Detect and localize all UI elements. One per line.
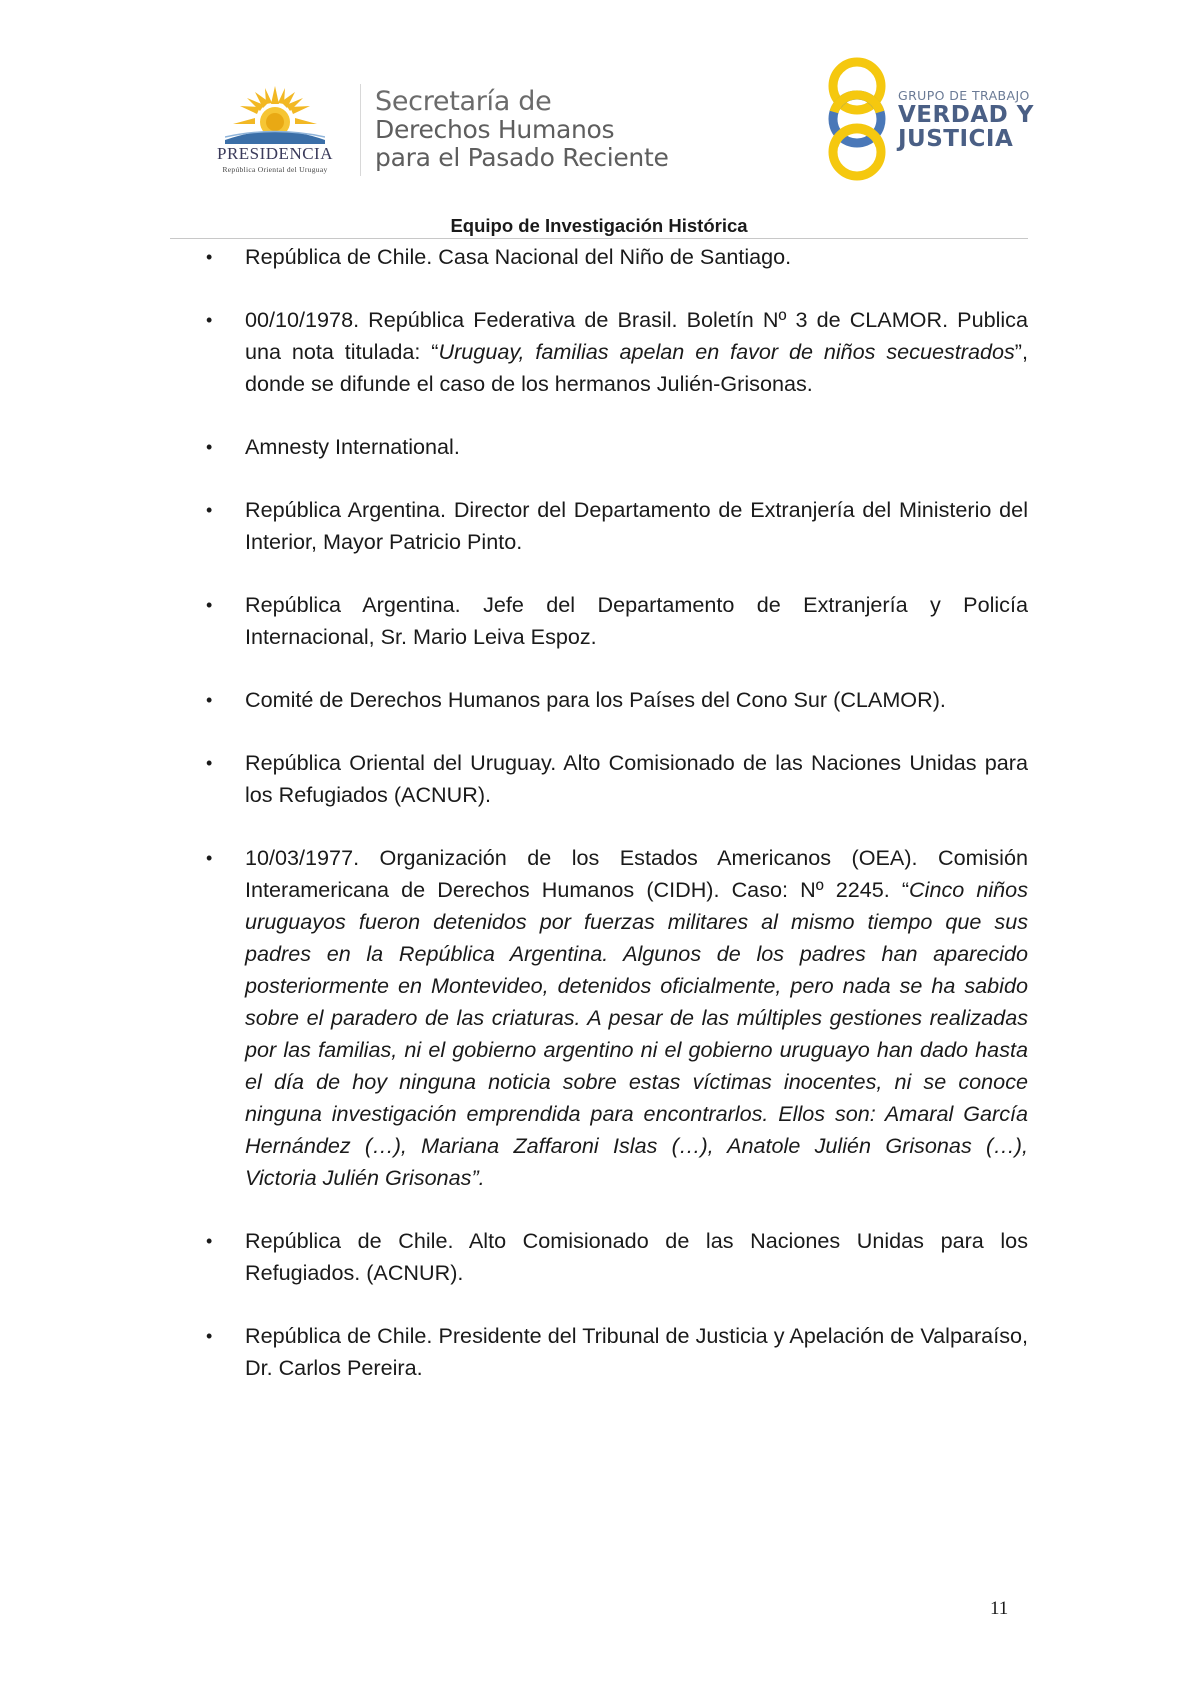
list-item [206, 494, 1028, 558]
sun-emblem-icon [225, 82, 325, 144]
header-divider [360, 84, 361, 176]
verdad-justicia-logo [822, 56, 892, 182]
list-item [206, 1320, 1028, 1384]
presidencia-logo [200, 82, 350, 182]
entry-text: República de Chile. Alto Comisionado de las Naciones Unidas para los Refugiados. (ACNUR). [245, 1228, 1028, 1285]
bullet: • [206, 247, 213, 267]
bullet: • [206, 1231, 213, 1251]
linked-rings-icon [822, 56, 892, 182]
secretaria-line-2: Derechos Humanos [375, 115, 615, 144]
bullet: • [206, 500, 213, 520]
entry-text: República Argentina. Director del Departamento de Extranjería del Ministerio del Interior, Mayor Patricio Pinto. [245, 497, 1028, 554]
verdad-justicia-wordmark [898, 88, 1034, 151]
secretaria-title [375, 88, 669, 172]
grupo-line-1: GRUPO DE TRABAJO [898, 88, 1030, 103]
bullet: • [206, 753, 213, 773]
list-item [206, 1225, 1028, 1289]
bullet: • [206, 848, 213, 868]
list-item [206, 747, 1028, 811]
entry-text: Amnesty International. [245, 434, 460, 459]
list-item [206, 684, 1028, 716]
header-rule [170, 238, 1028, 239]
grupo-line-3: JUSTICIA [898, 126, 1014, 152]
bullet: • [206, 437, 213, 457]
entry-list [206, 241, 1028, 1415]
entry-text: 10/03/1977. Organización de los Estados Americanos (OEA). Comisión Interamericana de Derechos Humanos (CIDH). Caso: Nº 2245. “ [245, 845, 1028, 902]
entry-text-tail: ”, donde se difunde el caso de los hermanos Julién-Grisonas. [245, 339, 1028, 396]
entry-text: República de Chile. Presidente del Tribunal de Justicia y Apelación de Valparaíso, Dr. Carlos Pereira. [245, 1323, 1028, 1380]
list-item [206, 431, 1028, 463]
entry-text: República Oriental del Uruguay. Alto Comisionado de las Naciones Unidas para los Refugiados (ACNUR). [245, 750, 1028, 807]
bullet: • [206, 595, 213, 615]
bullet: • [206, 1326, 213, 1346]
list-item [206, 241, 1028, 273]
list-item [206, 304, 1028, 400]
entry-text: República Argentina. Jefe del Departamento de Extranjería y Policía Internacional, Sr. Mario Leiva Espoz. [245, 592, 1028, 649]
entry-italic-text: Uruguay, familias apelan en favor de niños secuestrados [438, 339, 1015, 364]
presidencia-name: PRESIDENCIA [216, 144, 333, 163]
secretaria-line-3: para el Pasado Reciente [375, 143, 669, 172]
secretaria-line-1: Secretaría de [375, 86, 552, 117]
entry-text: República de Chile. Casa Nacional del Niño de Santiago. [245, 244, 792, 269]
bullet: • [206, 690, 213, 710]
presidencia-subtitle: República Oriental del Uruguay [222, 165, 328, 174]
page-header [0, 0, 1191, 245]
entry-text: Comité de Derechos Humanos para los Países del Cono Sur (CLAMOR). [245, 687, 946, 712]
entry-italic-text: Cinco niños uruguayos fueron detenidos por fuerzas militares al mismo tiempo que sus padres en la República Argentina. Algunos de los padres han aparecido posteriormente en Montevideo, detenidos oficialmente, pero nada se ha sabido sobre el paradero de las criaturas. A pesar de las múltiples gestiones realizadas por las familias, ni el gobierno argentino ni el gobierno uruguayo han dado hasta el día de hoy ninguna noticia sobre estas víctimas inocentes, ni se conoce ninguna investigación emprendida para encontrarlos. Ellos son: Amaral García Hernández (…), Mariana Zaffaroni Islas (…), Anatole Julién Grisonas (…), Victoria Julién Grisonas”. [245, 877, 1028, 1190]
grupo-line-2: VERDAD Y [898, 102, 1034, 128]
team-heading: Equipo de Investigación Histórica [450, 215, 748, 236]
list-item [206, 589, 1028, 653]
page-number: 11 [990, 1598, 1009, 1619]
entry-text: 00/10/1978. República Federativa de Brasil. Boletín Nº 3 de CLAMOR. Publica una nota titulada: “ [245, 307, 1028, 364]
bullet: • [206, 310, 213, 330]
list-item [206, 842, 1028, 1194]
